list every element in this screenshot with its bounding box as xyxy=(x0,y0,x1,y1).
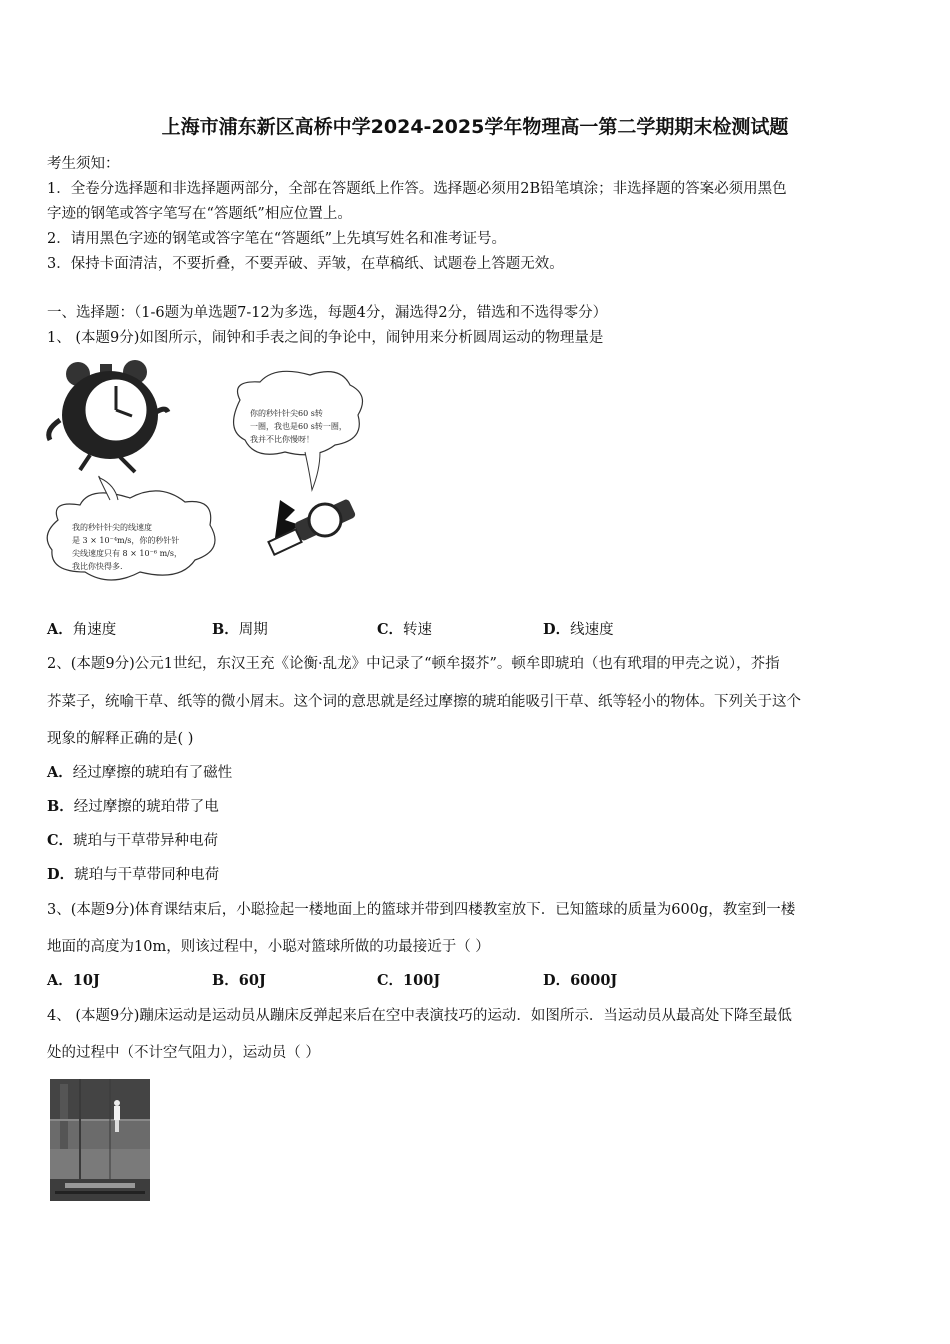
option-text: 角速度 xyxy=(72,622,117,638)
option-letter: A． xyxy=(47,621,73,638)
q1-option-a[interactable] xyxy=(47,618,116,639)
page-title: 上海市浦东新区高桥中学2024-2025学年物理高一第二学期期末检测试题 xyxy=(161,116,789,138)
option-text: 60J xyxy=(238,972,266,989)
option-letter: A． xyxy=(47,764,73,781)
option-letter: B． xyxy=(212,621,239,638)
option-text: 经过摩擦的琥珀有了磁性 xyxy=(72,765,233,781)
option-text: 琥珀与干草带异种电荷 xyxy=(73,833,219,849)
trampoline-photo xyxy=(50,1079,150,1201)
q3-option-b[interactable] xyxy=(212,969,266,990)
q3-line-1: 3、(本题9分)体育课结束后，小聪捡起一楼地面上的篮球并带到四楼教室放下．已知篮球的质量为600g，教室到一楼 xyxy=(47,902,796,918)
q1-option-d[interactable] xyxy=(543,618,614,639)
option-text: 转速 xyxy=(403,622,433,638)
q4-line-1: 4、 (本题9分)蹦床运动是运动员从蹦床反弹起来后在空中表演技巧的运动．如图所示．当运动员从最高处下降至最低 xyxy=(47,1008,792,1024)
alarm-clock-illustration xyxy=(49,360,168,472)
watch-bubble-line: 我并不比你慢呀！ xyxy=(250,435,314,444)
q2-option-b[interactable] xyxy=(47,795,219,816)
q3-option-d[interactable] xyxy=(543,969,617,990)
option-letter: A． xyxy=(47,972,73,989)
q2-line-3: 现象的解释正确的是( ) xyxy=(47,731,194,747)
option-text: 6000J xyxy=(570,972,618,989)
q1-option-c[interactable] xyxy=(377,618,432,639)
notice-item-1-line-1: 1．全卷分选择题和非选择题两部分，全部在答题纸上作答。选择题必须用2B铅笔填涂；非选择题的答案必须用黑色 xyxy=(47,181,787,197)
option-text: 周期 xyxy=(238,622,268,638)
option-letter: D． xyxy=(543,621,571,638)
q2-line-1: 2、(本题9分)公元1世纪，东汉王充《论衡·乱龙》中记录了“顿牟掇芥”。顿牟即琥珀（也有玳瑁的甲壳之说），芥指 xyxy=(47,656,780,672)
notice-heading: 考生须知： xyxy=(47,156,120,172)
clock-bubble-line: 我比你快得多. xyxy=(72,562,123,571)
option-letter: D． xyxy=(543,972,571,989)
option-letter: C． xyxy=(377,621,404,638)
q2-option-d[interactable] xyxy=(47,863,219,884)
clock-bubble-text xyxy=(72,521,182,573)
option-text: 100J xyxy=(403,972,441,989)
watch-bubble-text xyxy=(250,407,347,446)
option-letter: B． xyxy=(47,798,74,815)
q2-option-c[interactable] xyxy=(47,829,218,850)
section-heading: 一、选择题：（1-6题为单选题7-12为多选，每题4分，漏选得2分，错选和不选得零分） xyxy=(47,305,608,321)
watch-bubble-line: 你的秒针针尖60 s转 xyxy=(250,409,323,418)
notice-item-1-line-2: 字迹的钢笔或答字笔写在“答题纸”相应位置上。 xyxy=(47,206,352,222)
clock-bubble-line: 是 3 × 10⁻⁴m/s，你的秒针针 xyxy=(72,536,180,545)
q1-option-b[interactable] xyxy=(212,618,268,639)
q3-line-2: 地面的高度为10m，则该过程中，小聪对篮球所做的功最接近于（ ） xyxy=(47,939,490,955)
q4-line-2: 处的过程中（不计空气阻力），运动员（ ） xyxy=(47,1045,320,1061)
notice-item-3: 3．保持卡面清洁，不要折叠，不要弄破、弄皱，在草稿纸、试题卷上答题无效。 xyxy=(47,256,564,272)
option-letter: C． xyxy=(47,832,74,849)
option-text: 琥珀与干草带同种电荷 xyxy=(74,867,220,883)
notice-item-2: 2．请用黑色字迹的钢笔或答字笔在“答题纸”上先填写姓名和准考证号。 xyxy=(47,231,507,247)
watch-bubble-line: 一圈，我也是60 s转一圈， xyxy=(250,422,347,431)
q2-option-a[interactable] xyxy=(47,761,232,782)
clock-bubble-line: 我的秒针针尖的线速度 xyxy=(72,523,152,532)
q2-line-2: 芥菜子，统喻干草、纸等的微小屑末。这个词的意思就是经过摩擦的琥珀能吸引干草、纸等轻小的物体。下列关于这个 xyxy=(47,694,801,710)
clock-bubble-line: 尖线速度只有 8 × 10⁻⁶ m/s， xyxy=(72,549,182,558)
q3-option-c[interactable] xyxy=(377,969,440,990)
q1-stem: 1、 (本题9分)如图所示，闹钟和手表之间的争论中，闹钟用来分析圆周运动的物理量是 xyxy=(47,330,604,346)
option-letter: B． xyxy=(212,972,239,989)
option-letter: D． xyxy=(47,866,75,883)
option-text: 10J xyxy=(72,972,100,989)
option-text: 线速度 xyxy=(570,622,614,638)
q3-option-a[interactable] xyxy=(47,969,100,990)
option-letter: C． xyxy=(377,972,404,989)
option-text: 经过摩擦的琥珀带了电 xyxy=(73,799,219,815)
wristwatch-illustration xyxy=(268,498,356,554)
